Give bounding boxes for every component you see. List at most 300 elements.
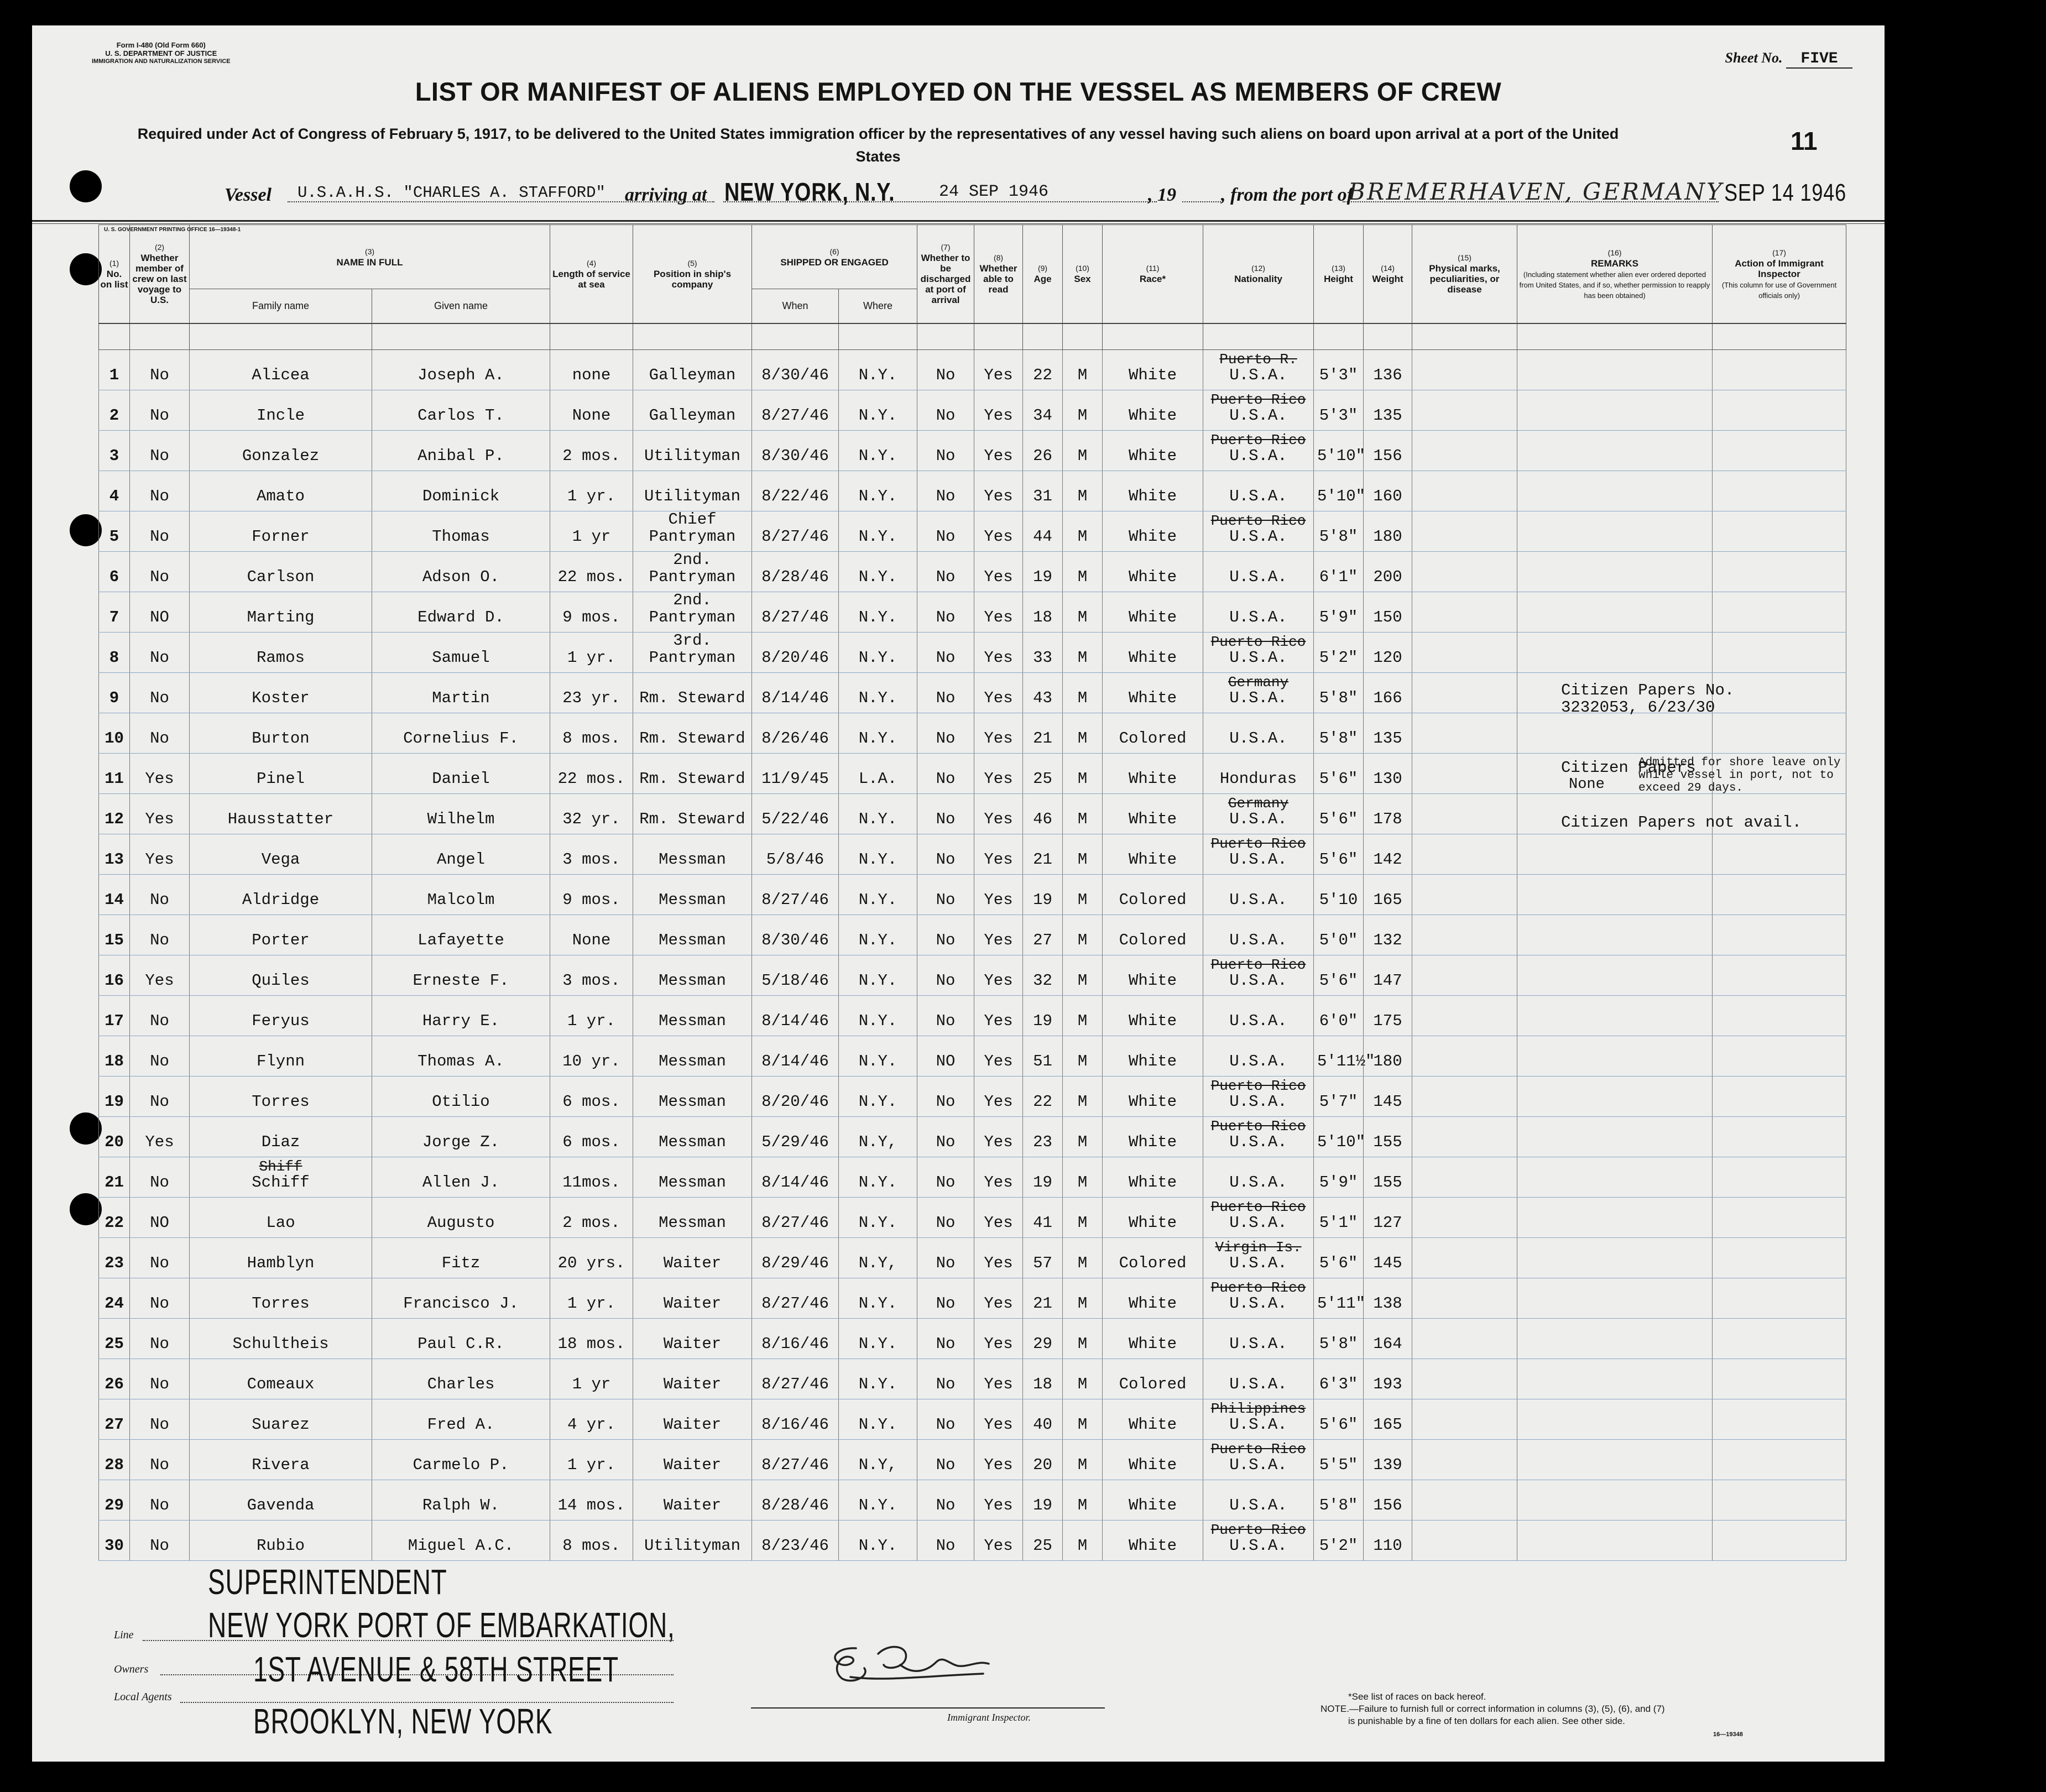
shipped-when-cell bbox=[752, 552, 839, 592]
height-value: 5'7" bbox=[1319, 1093, 1358, 1111]
race-cell bbox=[1103, 471, 1203, 511]
given-name-cell bbox=[372, 350, 550, 390]
discharged-cell bbox=[917, 875, 974, 915]
nationality-annotation: Puerto Rico bbox=[1210, 1199, 1306, 1215]
weight-cell bbox=[1364, 431, 1412, 471]
discharged-value: No bbox=[936, 770, 956, 788]
family-name-cell bbox=[190, 834, 372, 875]
sex-value: M bbox=[1077, 1496, 1088, 1514]
row-number-cell bbox=[99, 1359, 130, 1399]
nationality-value: U.S.A. bbox=[1229, 931, 1287, 949]
sex-cell bbox=[1063, 1278, 1103, 1319]
nationality-cell bbox=[1203, 1319, 1314, 1359]
service-length-cell bbox=[550, 1036, 633, 1077]
sex-value: M bbox=[1077, 1254, 1088, 1272]
physical-marks-cell bbox=[1412, 350, 1517, 390]
discharged-cell bbox=[917, 955, 974, 996]
service-name: IMMIGRATION AND NATURALIZATION SERVICE bbox=[92, 58, 231, 65]
height-cell bbox=[1314, 511, 1364, 552]
table-row bbox=[99, 633, 1846, 673]
given-name-cell bbox=[372, 1278, 550, 1319]
crew-rows bbox=[99, 323, 1846, 1561]
weight-cell bbox=[1364, 1198, 1412, 1238]
punch-hole bbox=[70, 253, 102, 285]
family-name-cell bbox=[190, 955, 372, 996]
age-value: 25 bbox=[1033, 1537, 1052, 1555]
row-number-value: 2 bbox=[109, 406, 119, 425]
family-name-cell bbox=[190, 552, 372, 592]
row-number-value: 6 bbox=[109, 568, 119, 586]
discharged-cell bbox=[917, 552, 974, 592]
discharged-value: No bbox=[936, 1415, 956, 1434]
service-length-value: 3 mos. bbox=[562, 971, 620, 990]
shipped-when-value: 8/27/46 bbox=[761, 406, 829, 425]
able-to-read-cell bbox=[974, 996, 1023, 1036]
row-number-cell bbox=[99, 713, 130, 754]
shipped-where-value: N.Y. bbox=[858, 729, 897, 748]
service-length-cell bbox=[550, 875, 633, 915]
race-cell bbox=[1103, 1238, 1203, 1278]
service-length-value: 4 yr. bbox=[567, 1415, 615, 1434]
row-number-value: 18 bbox=[105, 1052, 124, 1070]
row-number-cell bbox=[99, 471, 130, 511]
position-cell bbox=[633, 1359, 752, 1399]
discharged-cell bbox=[917, 1077, 974, 1117]
race-value: Colored bbox=[1119, 931, 1187, 949]
height-value: 5'11½" bbox=[1317, 1052, 1375, 1070]
discharged-value: No bbox=[936, 1012, 956, 1030]
able-to-read-cell bbox=[974, 1359, 1023, 1399]
table-row bbox=[99, 1117, 1846, 1157]
sex-value: M bbox=[1077, 568, 1088, 586]
age-value: 25 bbox=[1033, 770, 1052, 788]
position-value: Waiter bbox=[663, 1496, 722, 1514]
weight-cell bbox=[1364, 471, 1412, 511]
row-number-cell bbox=[99, 1198, 130, 1238]
weight-value: 165 bbox=[1373, 1415, 1402, 1434]
family-name-cell bbox=[190, 390, 372, 431]
height-value: 5'0" bbox=[1319, 931, 1358, 949]
stamp-port-of-embarkation: NEW YORK PORT OF EMBARKATION, bbox=[208, 1605, 675, 1645]
race-cell bbox=[1103, 1319, 1203, 1359]
race-value: White bbox=[1129, 1012, 1177, 1030]
shipped-when-cell bbox=[752, 875, 839, 915]
remarks-cell bbox=[1517, 1238, 1713, 1278]
family-name-value: Hamblyn bbox=[247, 1254, 315, 1272]
shipped-where-value: N.Y. bbox=[858, 971, 897, 990]
stamp-city: BROOKLYN, NEW YORK bbox=[253, 1701, 553, 1741]
shipped-when-cell bbox=[752, 1198, 839, 1238]
shipped-when-cell bbox=[752, 471, 839, 511]
race-cell bbox=[1103, 955, 1203, 996]
discharged-value: No bbox=[936, 931, 956, 949]
height-value: 5'10" bbox=[1317, 1133, 1366, 1151]
shipped-when-value: 8/20/46 bbox=[761, 1093, 829, 1111]
able-to-read-cell bbox=[974, 1480, 1023, 1521]
physical-marks-cell bbox=[1412, 1440, 1517, 1480]
line-label: Line bbox=[114, 1629, 134, 1641]
table-row bbox=[99, 471, 1846, 511]
able-to-read-value: Yes bbox=[984, 770, 1013, 788]
weight-value: 150 bbox=[1373, 608, 1402, 626]
family-name-value: Gavenda bbox=[247, 1496, 315, 1514]
inspector-label: Immigrant Inspector. bbox=[947, 1712, 1031, 1723]
race-value: Colored bbox=[1119, 891, 1187, 909]
given-name-cell bbox=[372, 955, 550, 996]
shipped-when-cell bbox=[752, 1521, 839, 1561]
height-cell bbox=[1314, 1238, 1364, 1278]
height-cell bbox=[1314, 1157, 1364, 1198]
last-voyage-cell bbox=[130, 1157, 190, 1198]
punch-hole bbox=[70, 514, 102, 546]
inspector-action-cell bbox=[1713, 955, 1846, 996]
height-cell bbox=[1314, 915, 1364, 955]
given-name-value: Adson O. bbox=[422, 568, 500, 586]
sex-cell bbox=[1063, 431, 1103, 471]
table-row bbox=[99, 431, 1846, 471]
position-cell bbox=[633, 955, 752, 996]
age-value: 29 bbox=[1033, 1335, 1052, 1353]
sex-value: M bbox=[1077, 1173, 1088, 1192]
discharged-value: No bbox=[936, 1173, 956, 1192]
shipped-when-value: 8/27/46 bbox=[761, 1294, 829, 1313]
able-to-read-value: Yes bbox=[984, 1012, 1013, 1030]
given-name-value: Jorge Z. bbox=[422, 1133, 500, 1151]
remarks-cell bbox=[1517, 915, 1713, 955]
crew-manifest-table bbox=[98, 224, 1846, 1561]
given-name-cell bbox=[372, 1238, 550, 1278]
able-to-read-value: Yes bbox=[984, 1294, 1013, 1313]
page-title: LIST OR MANIFEST OF ALIENS EMPLOYED ON THE VESSEL AS MEMBERS OF CREW bbox=[415, 77, 1502, 106]
shipped-when-value: 8/20/46 bbox=[761, 649, 829, 667]
sex-value: M bbox=[1077, 1415, 1088, 1434]
able-to-read-value: Yes bbox=[984, 1093, 1013, 1111]
race-value: White bbox=[1129, 406, 1177, 425]
row-number-cell bbox=[99, 431, 130, 471]
position-value: Waiter bbox=[663, 1456, 722, 1474]
nationality-value: U.S.A. bbox=[1229, 366, 1287, 384]
department-name: U. S. DEPARTMENT OF JUSTICE bbox=[105, 49, 217, 58]
position-cell bbox=[633, 511, 752, 552]
last-voyage-cell bbox=[130, 794, 190, 834]
weight-cell bbox=[1364, 754, 1412, 794]
shipped-where-value: N.Y. bbox=[858, 527, 897, 546]
col-header-where: Where bbox=[839, 289, 917, 323]
given-name-value: Ralph W. bbox=[422, 1496, 500, 1514]
age-value: 26 bbox=[1033, 447, 1052, 465]
shipped-when-cell bbox=[752, 1278, 839, 1319]
shipped-when-value: 5/8/46 bbox=[766, 850, 824, 869]
shipped-when-cell bbox=[752, 633, 839, 673]
age-cell bbox=[1023, 633, 1063, 673]
service-length-value: 14 mos. bbox=[557, 1496, 625, 1514]
shipped-when-value: 8/14/46 bbox=[761, 1012, 829, 1030]
position-value: Rm. Steward bbox=[639, 689, 745, 707]
last-voyage-cell bbox=[130, 1077, 190, 1117]
shipped-where-cell bbox=[839, 955, 917, 996]
given-name-value: Otilio bbox=[432, 1093, 490, 1111]
shipped-where-cell bbox=[839, 592, 917, 633]
shipped-when-value: 8/30/46 bbox=[761, 366, 829, 384]
shipped-where-value: N.Y. bbox=[858, 1537, 897, 1555]
nationality-cell bbox=[1203, 592, 1314, 633]
weight-value: 135 bbox=[1373, 729, 1402, 748]
height-value: 5'6" bbox=[1319, 1415, 1358, 1434]
table-row bbox=[99, 1036, 1846, 1077]
age-value: 21 bbox=[1033, 850, 1052, 869]
col-header-given-name: Given name bbox=[372, 289, 550, 323]
inspector-action-cell bbox=[1713, 1319, 1846, 1359]
shipped-where-cell bbox=[839, 1278, 917, 1319]
row-number-cell bbox=[99, 1480, 130, 1521]
family-name-cell bbox=[190, 1440, 372, 1480]
last-voyage-value: No bbox=[150, 931, 169, 949]
shipped-when-value: 8/27/46 bbox=[761, 1214, 829, 1232]
height-value: 5'5" bbox=[1319, 1456, 1358, 1474]
remarks-cell bbox=[1517, 1157, 1713, 1198]
last-voyage-cell bbox=[130, 431, 190, 471]
remarks-cell bbox=[1517, 1117, 1713, 1157]
race-value: Colored bbox=[1119, 729, 1187, 748]
able-to-read-value: Yes bbox=[984, 850, 1013, 869]
family-name-value: Schultheis bbox=[232, 1335, 329, 1353]
shipped-where-cell bbox=[839, 875, 917, 915]
height-cell bbox=[1314, 1399, 1364, 1440]
given-name-value: Charles bbox=[427, 1375, 495, 1393]
position-value: Waiter bbox=[663, 1335, 722, 1353]
shipped-where-cell bbox=[839, 431, 917, 471]
given-name-value: Fred A. bbox=[427, 1415, 495, 1434]
table-row bbox=[99, 390, 1846, 431]
weight-value: 135 bbox=[1373, 406, 1402, 425]
age-cell bbox=[1023, 552, 1063, 592]
table-row bbox=[99, 915, 1846, 955]
discharged-cell bbox=[917, 996, 974, 1036]
height-value: 5'6" bbox=[1319, 1254, 1358, 1272]
service-length-cell bbox=[550, 1117, 633, 1157]
height-cell bbox=[1314, 713, 1364, 754]
family-name-cell bbox=[190, 794, 372, 834]
remarks-cell bbox=[1517, 511, 1713, 552]
position-value: Messman bbox=[659, 1133, 726, 1151]
remark-citizen-papers-none: None bbox=[1569, 776, 1605, 793]
last-voyage-cell bbox=[130, 1198, 190, 1238]
family-name-cell bbox=[190, 633, 372, 673]
table-row bbox=[99, 350, 1846, 390]
race-value: Colored bbox=[1119, 1254, 1187, 1272]
race-cell bbox=[1103, 1399, 1203, 1440]
position-cell bbox=[633, 713, 752, 754]
inspector-action-cell bbox=[1713, 431, 1846, 471]
remarks-cell bbox=[1517, 1480, 1713, 1521]
table-row bbox=[99, 1278, 1846, 1319]
row-number-cell bbox=[99, 834, 130, 875]
family-name-cell bbox=[190, 1399, 372, 1440]
able-to-read-cell bbox=[974, 350, 1023, 390]
shipped-when-cell bbox=[752, 915, 839, 955]
service-length-value: 8 mos. bbox=[562, 729, 620, 748]
height-cell bbox=[1314, 350, 1364, 390]
sex-cell bbox=[1063, 1521, 1103, 1561]
height-cell bbox=[1314, 552, 1364, 592]
weight-value: 160 bbox=[1373, 487, 1402, 505]
able-to-read-value: Yes bbox=[984, 1456, 1013, 1474]
last-voyage-cell bbox=[130, 1117, 190, 1157]
last-voyage-value: No bbox=[150, 1254, 169, 1272]
service-length-value: 20 yrs. bbox=[557, 1254, 625, 1272]
position-value: Messman bbox=[659, 891, 726, 909]
given-name-value: Samuel bbox=[432, 649, 490, 667]
nationality-value: U.S.A. bbox=[1229, 406, 1287, 425]
family-name-cell bbox=[190, 1036, 372, 1077]
nationality-annotation: Puerto Rico bbox=[1210, 1522, 1306, 1538]
nationality-cell bbox=[1203, 1238, 1314, 1278]
age-value: 21 bbox=[1033, 1294, 1052, 1313]
row-number-value: 4 bbox=[109, 487, 119, 505]
able-to-read-value: Yes bbox=[984, 608, 1013, 626]
nationality-value: U.S.A. bbox=[1229, 1052, 1287, 1070]
position-value: Messman bbox=[659, 850, 726, 869]
nationality-value: U.S.A. bbox=[1229, 891, 1287, 909]
row-number-cell bbox=[99, 673, 130, 713]
row-number-cell bbox=[99, 1036, 130, 1077]
family-name-value: Burton bbox=[252, 729, 310, 748]
shipped-when-value: 8/27/46 bbox=[761, 891, 829, 909]
able-to-read-cell bbox=[974, 875, 1023, 915]
able-to-read-cell bbox=[974, 1077, 1023, 1117]
able-to-read-cell bbox=[974, 1198, 1023, 1238]
family-name-value: Rivera bbox=[252, 1456, 310, 1474]
remarks-cell bbox=[1517, 431, 1713, 471]
last-voyage-value: No bbox=[150, 689, 169, 707]
family-name-value: Pinel bbox=[256, 770, 305, 788]
position-cell bbox=[633, 1399, 752, 1440]
family-name-value: Incle bbox=[256, 406, 305, 425]
service-length-cell bbox=[550, 915, 633, 955]
service-length-value: 1 yr. bbox=[567, 649, 615, 667]
position-value: Messman bbox=[659, 1214, 726, 1232]
given-name-value: Miguel A.C. bbox=[408, 1537, 514, 1555]
nationality-cell bbox=[1203, 1198, 1314, 1238]
weight-value: 142 bbox=[1373, 850, 1402, 869]
page-number: 11 bbox=[1791, 127, 1818, 155]
nationality-cell bbox=[1203, 1117, 1314, 1157]
remark-citizen-papers: Citizen Papers No. bbox=[1561, 681, 1735, 699]
weight-value: 165 bbox=[1373, 891, 1402, 909]
weight-value: 132 bbox=[1373, 931, 1402, 949]
service-length-value: 1 yr. bbox=[567, 1294, 615, 1313]
position-value: Rm. Steward bbox=[639, 770, 745, 788]
race-cell bbox=[1103, 794, 1203, 834]
race-cell bbox=[1103, 1157, 1203, 1198]
row-number-value: 23 bbox=[105, 1254, 124, 1272]
weight-cell bbox=[1364, 834, 1412, 875]
shipped-where-value: N.Y. bbox=[858, 850, 897, 869]
last-voyage-value: Yes bbox=[145, 770, 174, 788]
race-value: White bbox=[1129, 1537, 1177, 1555]
row-number-value: 21 bbox=[105, 1173, 124, 1192]
height-cell bbox=[1314, 1359, 1364, 1399]
able-to-read-value: Yes bbox=[984, 527, 1013, 546]
able-to-read-value: Yes bbox=[984, 1133, 1013, 1151]
height-value: 6'3" bbox=[1319, 1375, 1358, 1393]
table-row bbox=[99, 1157, 1846, 1198]
race-cell bbox=[1103, 592, 1203, 633]
col-header-remarks: (16) REMARKS (Including statement whether alien ever ordered deported from United States, and if so, whether permission to reapply has been obtained) bbox=[1517, 225, 1713, 323]
position-annotation: Chief bbox=[668, 510, 717, 529]
inspector-action-cell bbox=[1713, 592, 1846, 633]
given-name-value: Harry E. bbox=[422, 1012, 500, 1030]
nationality-value: U.S.A. bbox=[1229, 1133, 1287, 1151]
last-voyage-cell bbox=[130, 592, 190, 633]
position-cell bbox=[633, 592, 752, 633]
position-cell bbox=[633, 915, 752, 955]
service-length-cell bbox=[550, 1521, 633, 1561]
discharged-value: No bbox=[936, 366, 956, 384]
physical-marks-cell bbox=[1412, 794, 1517, 834]
row-number-value: 17 bbox=[105, 1012, 124, 1030]
last-voyage-cell bbox=[130, 713, 190, 754]
position-value: Pantryman bbox=[649, 608, 736, 626]
remark-row-9 bbox=[1561, 682, 1734, 716]
discharged-cell bbox=[917, 673, 974, 713]
discharged-cell bbox=[917, 834, 974, 875]
nationality-annotation: Germany bbox=[1228, 795, 1289, 812]
shipped-where-value: N.Y. bbox=[858, 649, 897, 667]
family-name-cell bbox=[190, 875, 372, 915]
physical-marks-cell bbox=[1412, 875, 1517, 915]
table-row bbox=[99, 834, 1846, 875]
weight-cell bbox=[1364, 955, 1412, 996]
able-to-read-value: Yes bbox=[984, 1375, 1013, 1393]
stamp-superintendent: SUPERINTENDENT bbox=[208, 1562, 447, 1602]
able-to-read-cell bbox=[974, 431, 1023, 471]
shipped-where-cell bbox=[839, 350, 917, 390]
race-value: Colored bbox=[1119, 1375, 1187, 1393]
given-name-value: Anibal P. bbox=[417, 447, 504, 465]
height-cell bbox=[1314, 754, 1364, 794]
position-cell bbox=[633, 1117, 752, 1157]
physical-marks-cell bbox=[1412, 1157, 1517, 1198]
remarks-cell bbox=[1517, 1077, 1713, 1117]
remarks-cell bbox=[1517, 1359, 1713, 1399]
position-cell bbox=[633, 390, 752, 431]
physical-marks-cell bbox=[1412, 713, 1517, 754]
family-name-cell bbox=[190, 673, 372, 713]
punch-hole bbox=[70, 1112, 102, 1145]
able-to-read-value: Yes bbox=[984, 649, 1013, 667]
weight-cell bbox=[1364, 915, 1412, 955]
sex-value: M bbox=[1077, 366, 1088, 384]
family-name-cell bbox=[190, 996, 372, 1036]
shipped-where-cell bbox=[839, 1359, 917, 1399]
nationality-cell bbox=[1203, 875, 1314, 915]
given-name-value: Martin bbox=[432, 689, 490, 707]
shipped-where-cell bbox=[839, 1238, 917, 1278]
weight-value: 110 bbox=[1373, 1537, 1402, 1555]
shipped-when-value: 5/22/46 bbox=[761, 810, 829, 828]
position-value: Rm. Steward bbox=[639, 729, 745, 748]
given-name-cell bbox=[372, 1359, 550, 1399]
position-cell bbox=[633, 633, 752, 673]
weight-value: 193 bbox=[1373, 1375, 1402, 1393]
shipped-when-cell bbox=[752, 1238, 839, 1278]
shipped-when-cell bbox=[752, 350, 839, 390]
last-voyage-cell bbox=[130, 1238, 190, 1278]
family-name-value: Suarez bbox=[252, 1415, 310, 1434]
shipped-when-cell bbox=[752, 794, 839, 834]
position-cell bbox=[633, 834, 752, 875]
